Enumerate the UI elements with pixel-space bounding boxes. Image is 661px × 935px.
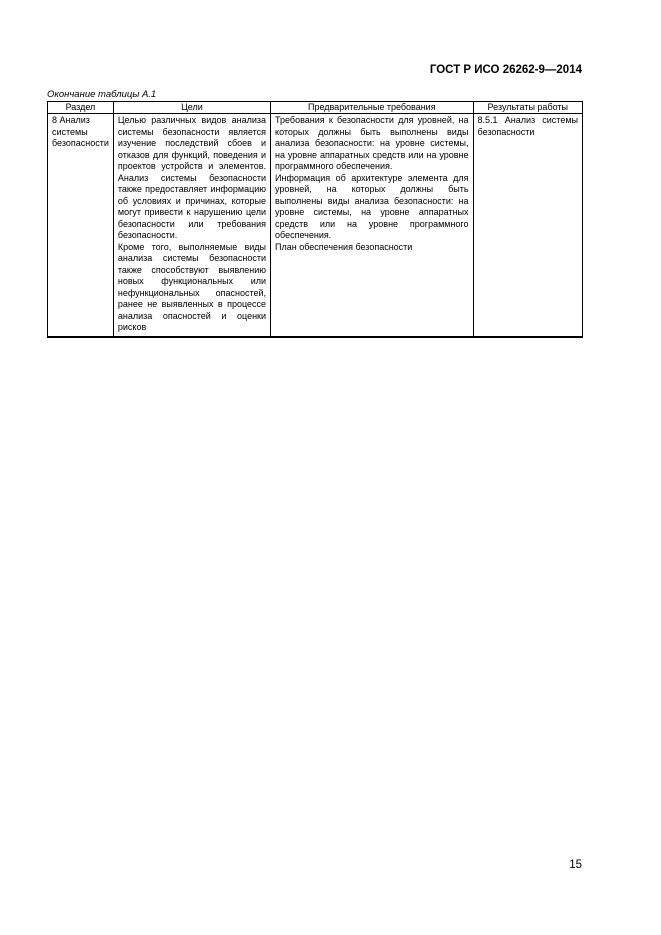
cell-results: 8.5.1 Анализ системы безопасности bbox=[473, 114, 582, 337]
page-number: 15 bbox=[569, 859, 582, 871]
cell-prerequisites bbox=[271, 114, 474, 337]
goals-paragraph-1: Целью различных видов анализа системы безопасности является изучение последствий сбоев и отказов для функций, поведения и проектов устройств и элементов. Анализ системы безопасности также предоставляет информацию об условиях и причинах, которые могут привести к нарушению цели безопасности или требования безопасности. bbox=[117, 115, 267, 240]
prerequisites-paragraph-1: Требования к безопасности для уровней, на которых должны быть выполнены виды анализа безопасности: на уровне системы, на уровне аппаратных средств или на уровне программного обеспечения. bbox=[275, 115, 469, 171]
prerequisites-paragraph-2: Информация об архитектуре элемента для уровней, на которых должны быть выполнены виды анализа безопасности: на уровне системы, на уровне аппаратных средств или на уровне программного обеспечения. bbox=[275, 172, 469, 240]
cell-section: 8 Анализ системы безопасности bbox=[48, 114, 114, 337]
header-goals: Цели bbox=[113, 102, 270, 114]
table-caption: Окончание таблицы А.1 bbox=[47, 89, 157, 100]
cell-goals bbox=[113, 114, 270, 337]
table-row bbox=[48, 114, 583, 337]
document-header: ГОСТ Р ИСО 26262-9—2014 bbox=[429, 64, 582, 76]
requirements-table bbox=[47, 101, 583, 338]
goals-paragraph-2: Кроме того, выполняемые виды анализа системы безопасности также способствуют выявлению новых функциональных или нефункциональных опасностей, ранее не выявленных в процессе анализа опасностей и оценки рисков bbox=[117, 241, 267, 332]
table-header-row bbox=[48, 102, 583, 114]
header-results: Результаты работы bbox=[473, 102, 582, 114]
header-prerequisites: Предварительные требования bbox=[271, 102, 474, 114]
header-section: Раздел bbox=[48, 102, 114, 114]
prerequisites-paragraph-3: План обеспечения безопасности bbox=[275, 241, 413, 252]
